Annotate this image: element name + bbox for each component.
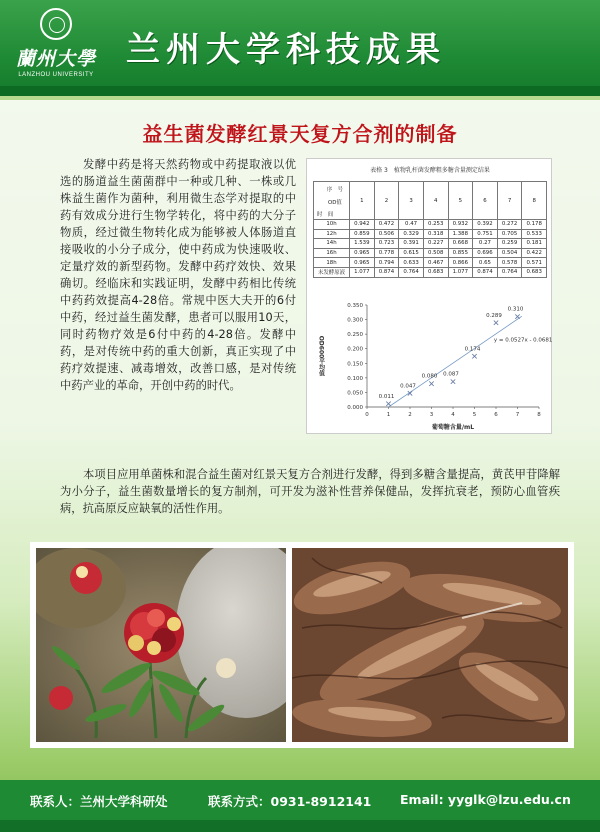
x-tick-label: 7 — [515, 412, 520, 418]
table-cell: 0.723 — [374, 239, 399, 249]
x-axis-label: 葡萄糖含量/mL — [431, 424, 475, 431]
table-cell: 0.683 — [423, 267, 448, 277]
data-label: 0.289 — [486, 312, 502, 319]
table-cell: 0.181 — [522, 239, 547, 249]
table-cell: 0.942 — [350, 220, 375, 230]
data-label: 0.310 — [507, 306, 524, 313]
table-cell: 1.077 — [350, 267, 375, 277]
data-point — [429, 381, 433, 385]
y-tick-label: 0.050 — [347, 390, 363, 397]
table-cell: 0.571 — [522, 258, 547, 268]
table-cell: 0.764 — [399, 267, 424, 277]
column-header: 6 — [473, 182, 498, 220]
x-tick-label: 4 — [451, 412, 455, 418]
table-cell: 0.965 — [350, 258, 375, 268]
table-cell: 0.506 — [374, 229, 399, 239]
results-table — [313, 181, 547, 278]
header-banner — [0, 0, 600, 96]
table-row — [314, 258, 547, 268]
table-row — [314, 220, 547, 230]
header-divider-light — [0, 96, 600, 100]
table-cell: 0.422 — [522, 248, 547, 258]
od-chart — [307, 297, 553, 435]
logo-english-name: LANZHOU UNIVERSITY — [18, 72, 94, 78]
table-cell: 0.392 — [473, 220, 498, 230]
row-label: 16h — [314, 248, 350, 258]
table-cell: 0.533 — [522, 229, 547, 239]
y-tick-label: 0.250 — [347, 332, 363, 339]
university-logo — [10, 8, 102, 86]
y-tick-label: 0.150 — [347, 361, 363, 368]
table-caption: 表格 3 植物乳杆菌发酵粗多糖含量测定结果 — [370, 167, 490, 174]
table-cell: 0.318 — [423, 229, 448, 239]
university-seal-icon — [40, 8, 72, 40]
data-label: 0.080 — [421, 373, 438, 380]
table-cell: 0.615 — [399, 248, 424, 258]
data-point — [451, 379, 455, 383]
table-row — [314, 248, 547, 258]
intro-paragraph: 发酵中药是将天然药物或中药提取液以优选的肠道益生菌菌群中一种或几种、一株或几株益生菌作为菌种，利用微生态学对提取的中药有效成分进行生物学转化，将中药的大分子物质，经过微生物转化成为能够被人体肠道直接吸收的小分子成分，使中药成为快速吸收、定量疗效的新型药物。发酵中药疗效快、效果确切。经临床和实践证明，发酵中药相比传统中药药效提高4-28倍。常规中医大夫开的6付中药，经过益生菌发酵，患者可以服用10天，同时药物疗效是6付中药的4-28倍。发酵中药，是对传统中药的重大创新，真正实现了中药疗效提速、减毒增效，改善口感，是对传统中药产业的革命，开创中药的时代。 — [60, 158, 296, 392]
table-cell: 0.874 — [473, 267, 498, 277]
table-cell: 0.391 — [399, 239, 424, 249]
table-cell: 0.47 — [399, 220, 424, 230]
table-cell: 0.855 — [448, 248, 473, 258]
column-header: 8 — [522, 182, 547, 220]
contact-email[interactable]: Email: yyglk@lzu.edu.cn — [400, 792, 571, 807]
trendline-equation: y = 0.0527x - 0.0681 — [493, 337, 553, 344]
x-tick-label: 0 — [365, 412, 369, 418]
table-cell: 0.504 — [497, 248, 522, 258]
table-cell: 0.27 — [473, 239, 498, 249]
table-cell: 0.178 — [522, 220, 547, 230]
table-cell: 0.794 — [374, 258, 399, 268]
table-cell: 0.764 — [497, 267, 522, 277]
header-divider — [0, 86, 600, 96]
table-row — [314, 267, 547, 277]
y-tick-label: 0.100 — [347, 375, 363, 382]
table-row — [314, 229, 547, 239]
results-figure — [306, 158, 552, 434]
y-axis-label: OD600平均值 — [317, 335, 325, 377]
application-paragraph: 本项目应用单菌株和混合益生菌对红景天复方合剂进行发酵，得到多糖含量提高，黄芪甲苷降解为小分子，益生菌数量增长的复方制剂，可开发为滋补性营养保健品，发挥抗衰老，预防心血管疾病，抗高原反应缺氧的活性作用。 — [60, 468, 560, 515]
footer-strip — [0, 820, 600, 832]
column-header: 5 — [448, 182, 473, 220]
x-tick-label: 5 — [472, 412, 477, 418]
column-header: 1 — [350, 182, 375, 220]
x-tick-label: 8 — [537, 412, 541, 418]
table-cell: 0.778 — [374, 248, 399, 258]
x-tick-label: 6 — [494, 412, 498, 418]
y-tick-label: 0.200 — [347, 346, 363, 353]
table-cell: 0.227 — [423, 239, 448, 249]
table-cell: 0.668 — [448, 239, 473, 249]
photo-frame — [30, 542, 574, 748]
data-point — [515, 314, 519, 318]
table-cell: 0.472 — [374, 220, 399, 230]
data-point — [472, 354, 476, 358]
project-title: 益生菌发酵红景天复方合剂的制备 — [142, 122, 458, 146]
data-point — [494, 321, 498, 325]
table-cell: 0.932 — [448, 220, 473, 230]
column-header: 2 — [374, 182, 399, 220]
data-label: 0.011 — [378, 393, 395, 400]
table-cell: 0.253 — [423, 220, 448, 230]
column-header: 3 — [399, 182, 424, 220]
table-cell: 0.696 — [473, 248, 498, 258]
corner-label-time: 时 间 — [317, 212, 334, 218]
table-cell: 1.539 — [350, 239, 375, 249]
row-label: 12h — [314, 229, 350, 239]
logo-chinese-name: 蘭州大學 — [15, 48, 96, 70]
table-cell: 0.751 — [473, 229, 498, 239]
table-body — [314, 220, 547, 278]
table-cell: 0.329 — [399, 229, 424, 239]
column-header: 4 — [423, 182, 448, 220]
data-label: 0.087 — [443, 371, 459, 378]
table-cell: 0.578 — [497, 258, 522, 268]
contact-person: 联系人：兰州大学科研处 — [30, 794, 168, 809]
table-cell: 0.965 — [350, 248, 375, 258]
rhodiola-root-photo — [292, 548, 568, 742]
data-label: 0.174 — [464, 346, 481, 353]
table-cell: 0.683 — [522, 267, 547, 277]
x-tick-label: 3 — [429, 412, 434, 418]
page-title: 兰州大学科技成果 — [126, 30, 446, 70]
x-tick-label: 1 — [386, 412, 391, 418]
corner-label-od: OD值 — [328, 200, 342, 206]
x-tick-label: 2 — [408, 412, 412, 418]
corner-label-sequence: 序 号 — [326, 187, 343, 193]
contact-footer — [0, 780, 600, 820]
column-header: 7 — [497, 182, 522, 220]
table-cell: 0.272 — [497, 220, 522, 230]
y-tick-label: 0.300 — [347, 317, 363, 324]
trendline — [389, 316, 522, 407]
table-cell: 0.259 — [497, 239, 522, 249]
row-label: 18h — [314, 258, 350, 268]
data-point — [386, 402, 390, 406]
table-cell: 1.388 — [448, 229, 473, 239]
table-cell: 0.467 — [423, 258, 448, 268]
table-cell: 0.633 — [399, 258, 424, 268]
table-cell: 1.077 — [448, 267, 473, 277]
table-cell: 0.508 — [423, 248, 448, 258]
table-cell: 0.874 — [374, 267, 399, 277]
contact-phone: 联系方式：0931-8912141 — [208, 794, 372, 809]
table-corner-header — [314, 182, 350, 220]
table-cell: 0.65 — [473, 258, 498, 268]
rhodiola-flower-photo — [36, 548, 286, 742]
row-label: 10h — [314, 220, 350, 230]
row-label: 14h — [314, 239, 350, 249]
y-tick-label: 0.350 — [347, 303, 363, 309]
table-cell: 0.859 — [350, 229, 375, 239]
table-cell: 0.866 — [448, 258, 473, 268]
row-label: 未发酵原液 — [314, 267, 350, 277]
y-tick-label: 0.000 — [347, 405, 363, 411]
table-row — [314, 239, 547, 249]
data-label: 0.047 — [400, 383, 416, 390]
table-cell: 0.705 — [497, 229, 522, 239]
